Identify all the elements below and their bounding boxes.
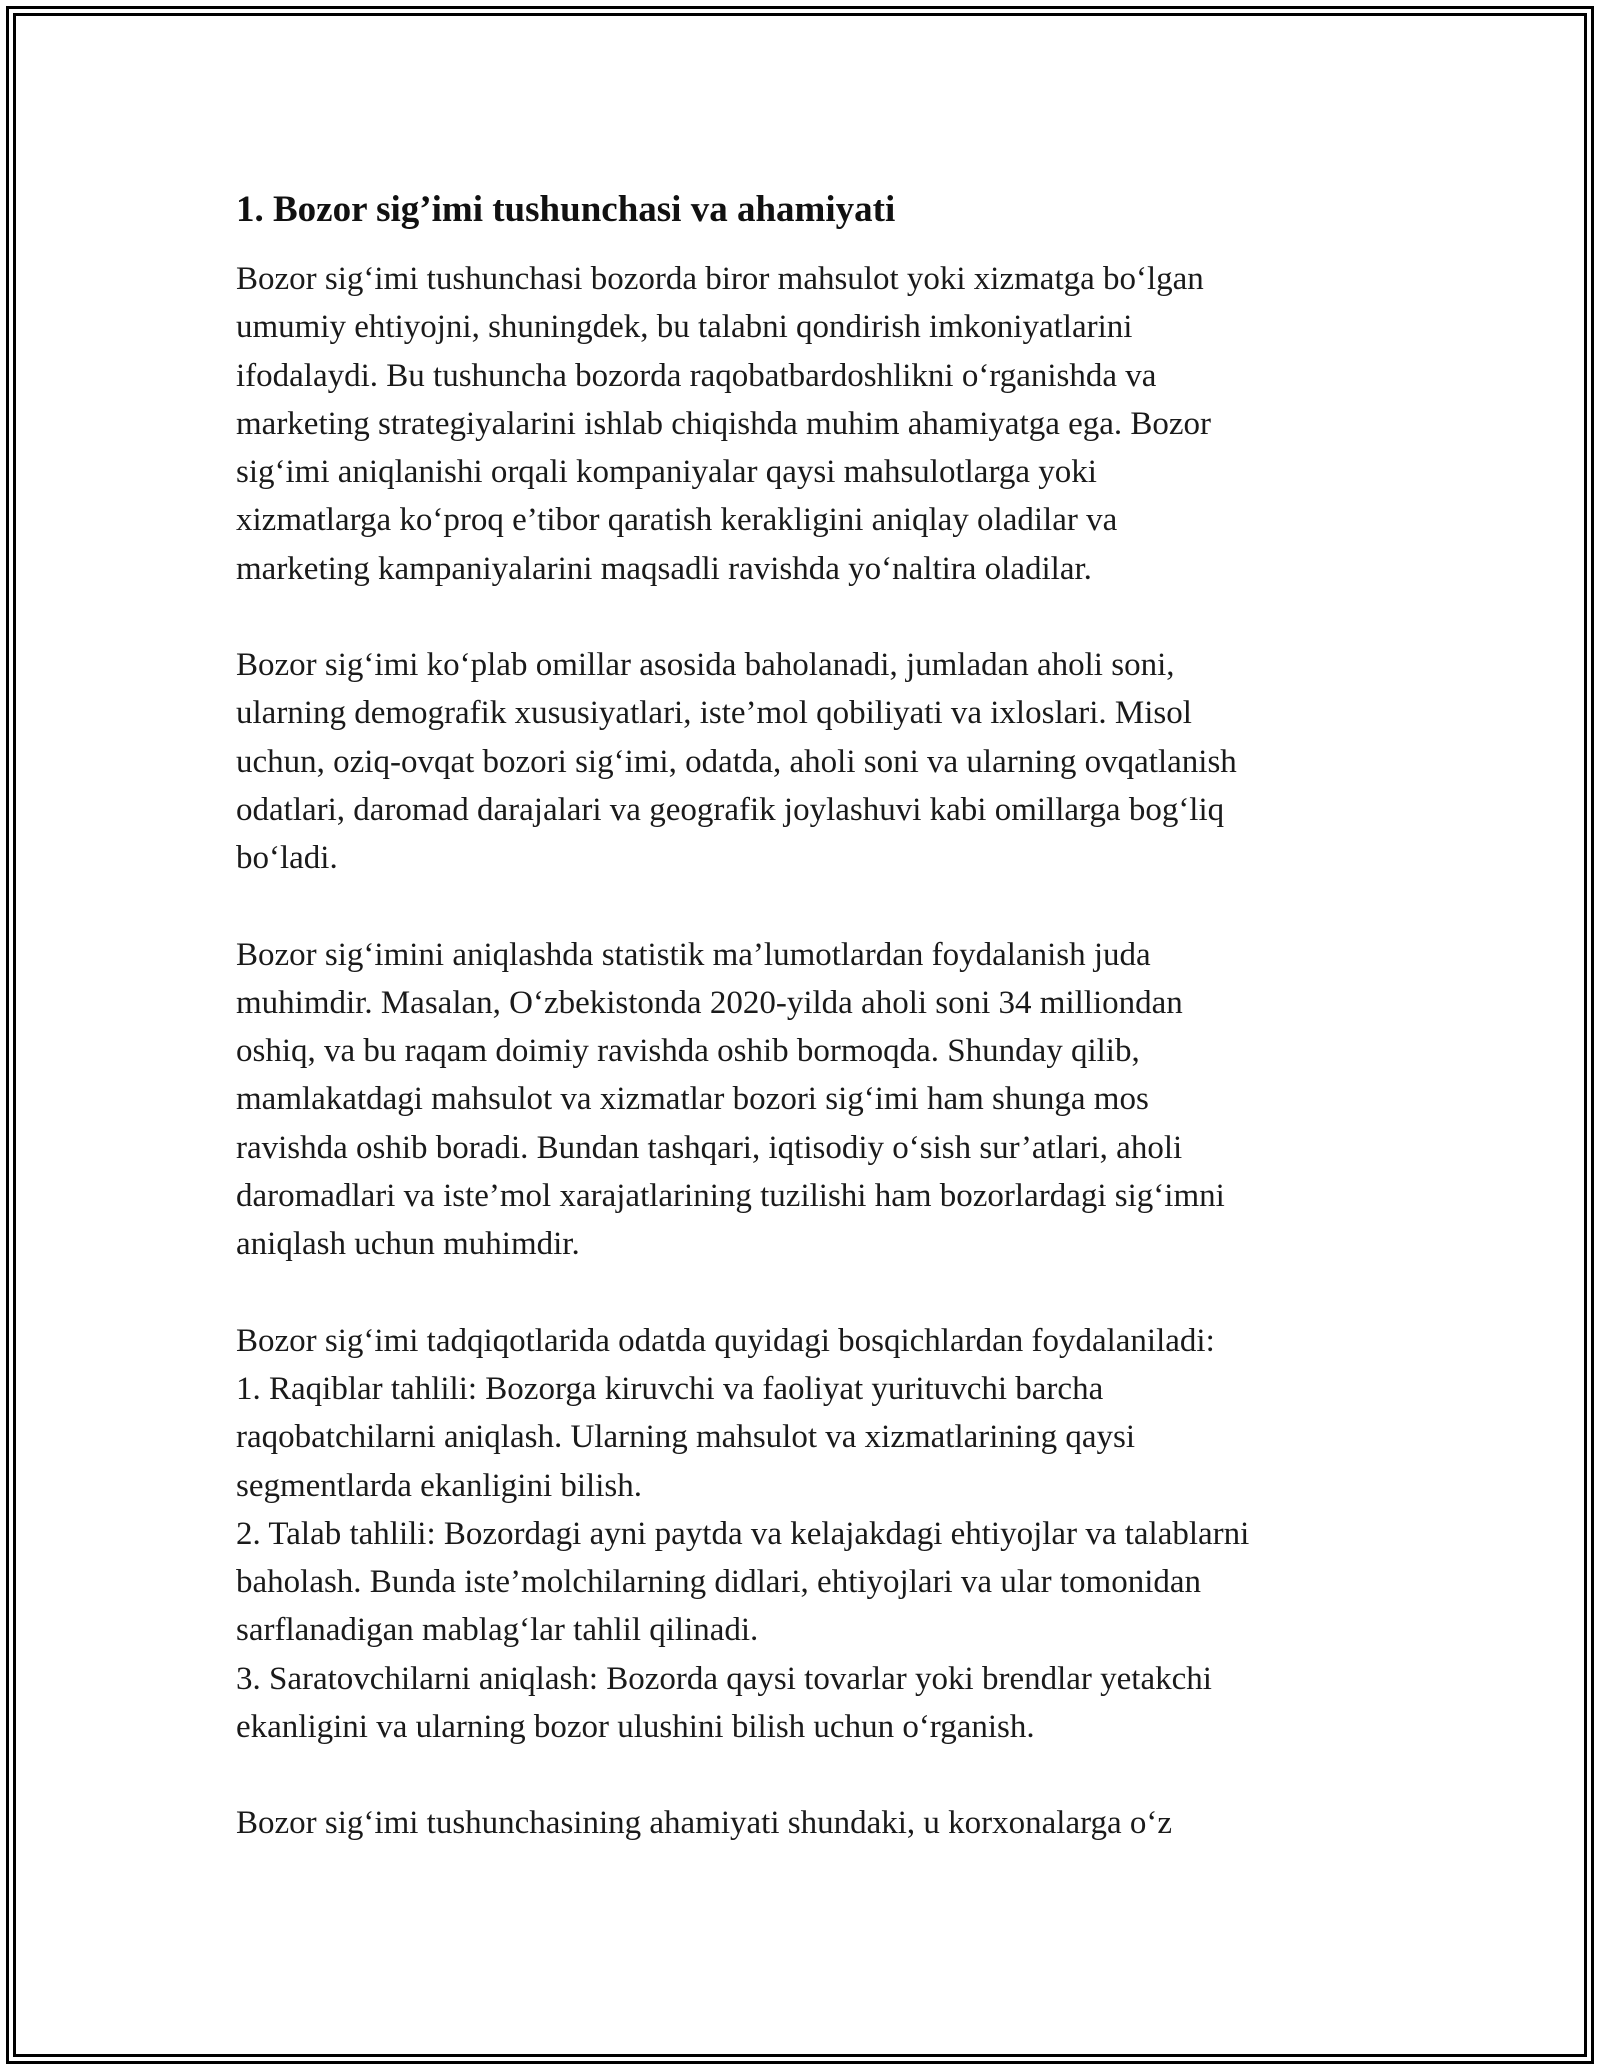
list-item: 3. Saratovchilarni aniqlash: Bozorda qaysi tovarlar yoki brendlar yetakchi [236,1660,1212,1697]
text-line: muhimdir. Masalan, O‘zbekistonda 2020-yilda aholi soni 34 milliondan [236,984,1183,1021]
text-line: oshiq, va bu raqam doimiy ravishda oshib bormoqda. Shunday qilib, [236,1033,1140,1070]
paragraph-4 [236,1317,1406,1752]
text-line: daromadlari va iste’mol xarajatlarining tuzilishi ham bozorlardagi sig‘imni [236,1178,1225,1215]
text-line: Bozor sig‘imi tushunchasi bozorda biror mahsulot yoki xizmatga bo‘lgan [236,261,1204,297]
text-line: baholash. Bunda iste’molchilarning didlari, ehtiyojlari va ular tomonidan [236,1564,1202,1601]
text-line: Bozor sig‘imi tushunchasining ahamiyati shundaki, u korxonalarga o‘z [236,1805,1173,1842]
text-line: ekanligini va ularning bozor ulushini bilish uchun o‘rganish. [236,1709,1035,1746]
text-line: marketing strategiyalarini ishlab chiqishda muhim ahamiyatga ega. Bozor [236,405,1212,442]
text-line: raqobatchilarni aniqlash. Ularning mahsulot va xizmatlarining qaysi [236,1419,1136,1456]
paragraph-1 [236,255,1406,593]
text-line: mamlakatdagi mahsulot va xizmatlar bozori sig‘imi ham shunga mos [236,1081,1149,1118]
section-heading: 1. Bozor sig’imi tushunchasi va ahamiyati [236,189,896,230]
text-line: umumiy ehtiyojni, shuningdek, bu talabni qondirish imkoniyatlarini [236,309,1133,346]
paragraph-3 [236,931,1406,1269]
text-line: Bozor sig‘imini aniqlashda statistik ma’lumotlardan foydalanish juda [236,936,1151,973]
text-line: odatlari, daromad darajalari va geografik joylashuvi kabi omillarga bog‘liq [236,791,1225,828]
document-body [236,186,1406,1896]
list-item: 2. Talab tahlili: Bozordagi ayni paytda va kelajakdagi ehtiyojlar va talablarni [236,1515,1250,1552]
text-line: sarflanadigan mablag‘lar tahlil qilinadi. [236,1612,759,1649]
text-line: Bozor sig‘imi ko‘plab omillar asosida baholanadi, jumladan aholi soni, [236,647,1175,684]
text-line: bo‘ladi. [236,840,338,877]
text-line: xizmatlarga ko‘proq e’tibor qaratish kerakligini aniqlay oladilar va [236,502,1118,539]
text-line: aniqlash uchun muhimdir. [236,1226,580,1263]
text-line: ularning demografik xususiyatlari, iste’mol qobiliyati va ixloslari. Misol [236,695,1192,732]
text-line: ravishda oshib boradi. Bundan tashqari, iqtisodiy o‘sish sur’atlari, aholi [236,1129,1183,1166]
text-line: sig‘imi aniqlanishi orqali kompaniyalar qaysi mahsulotlarga yoki [236,454,1097,491]
list-item: 1. Raqiblar tahlili: Bozorga kiruvchi va faoliyat yurituvchi barcha [236,1370,1104,1407]
text-line: Bozor sig‘imi tadqiqotlarida odatda quyidagi bosqichlardan foydalaniladi: [236,1322,1215,1359]
text-line: uchun, oziq-ovqat bozori sig‘imi, odatda, aholi soni va ularning ovqatlanish [236,743,1237,780]
paragraph-2 [236,641,1406,882]
text-line: ifodalaydi. Bu tushuncha bozorda raqobatbardoshlikni o‘rganishda va [236,357,1157,394]
text-line: segmentlarda ekanligini bilish. [236,1467,642,1504]
paragraph-5 [236,1799,1406,1847]
text-line: marketing kampaniyalarini maqsadli ravishda yo‘naltira oladilar. [236,550,1092,587]
